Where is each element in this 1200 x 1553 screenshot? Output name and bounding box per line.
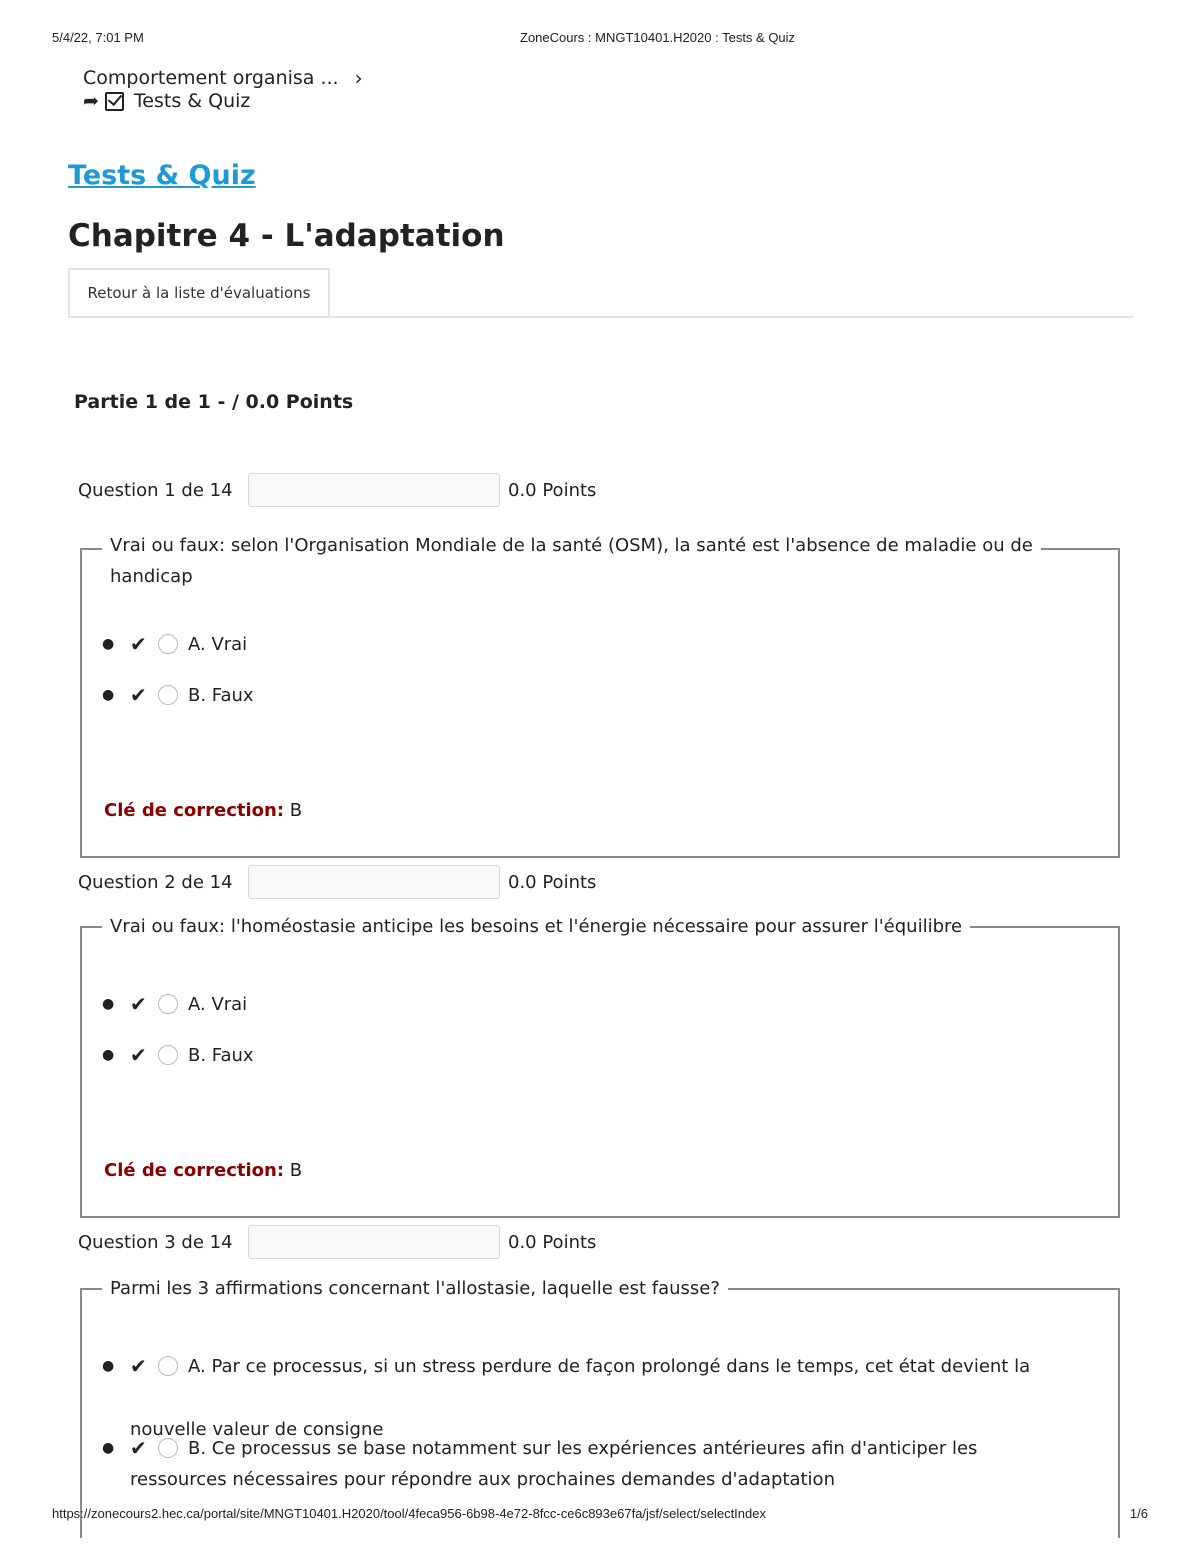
score-input[interactable]: [248, 473, 500, 507]
question-text: Vrai ou faux: selon l'Organisation Mondiale de la santé (OSM), la santé est l'absence de maladie ou de handicap: [102, 518, 1041, 592]
print-datetime: 5/4/22, 7:01 PM: [52, 30, 144, 45]
check-icon: ✔: [130, 992, 147, 1016]
question-label: Question 3 de 14: [78, 1231, 233, 1253]
choice-item: [102, 989, 254, 1020]
answer-key: [104, 1160, 302, 1181]
check-icon: ✔: [130, 683, 147, 707]
choice-list: [102, 989, 254, 1091]
question-box: [80, 1278, 1120, 1538]
question-box: [80, 916, 1120, 1218]
bullet-icon: ●: [102, 1358, 115, 1374]
answer-key-label: Clé de correction:: [104, 1160, 285, 1181]
radio-empty-icon[interactable]: [158, 685, 178, 705]
check-icon: ✔: [130, 1354, 147, 1378]
question-points: 0.0 Points: [508, 1231, 597, 1253]
radio-empty-icon[interactable]: [158, 1438, 178, 1458]
choice-item: [102, 1433, 977, 1464]
choice-text: B. Ce processus se base notamment sur les expériences antérieures afin d'anticiper les: [188, 1438, 978, 1459]
choice-text: B. Faux: [188, 685, 254, 706]
checked-box-icon: [105, 92, 124, 111]
answer-key-label: Clé de correction:: [104, 800, 285, 821]
radio-empty-icon[interactable]: [158, 634, 178, 654]
answer-key: [104, 800, 302, 821]
question-text: Parmi les 3 affirmations concernant l'allostasie, laquelle est fausse?: [102, 1273, 728, 1304]
score-input[interactable]: [248, 865, 500, 899]
share-arrow-icon: ➦: [83, 90, 99, 112]
bullet-icon: ●: [102, 1440, 115, 1456]
breadcrumb: [83, 67, 363, 113]
chevron-right-icon[interactable]: ›: [354, 66, 363, 90]
score-input[interactable]: [248, 1225, 500, 1259]
bullet-icon: ●: [102, 636, 115, 652]
question-points: 0.0 Points: [508, 479, 597, 501]
nav-tabs: [68, 268, 1133, 318]
choice-item: [102, 1040, 254, 1071]
print-page-title: ZoneCours : MNGT10401.H2020 : Tests & Quiz: [520, 30, 796, 45]
print-page-number: 1/6: [1129, 1506, 1148, 1521]
radio-empty-icon[interactable]: [158, 994, 178, 1014]
choice-text: B. Faux: [188, 1045, 254, 1066]
check-icon: ✔: [130, 632, 147, 656]
page-title: Chapitre 4 - L'adaptation: [68, 218, 505, 254]
choice-text: A. Vrai: [188, 994, 248, 1015]
question-header: [78, 473, 596, 507]
bullet-icon: ●: [102, 996, 115, 1012]
question-box: [80, 535, 1120, 858]
check-icon: ✔: [130, 1043, 147, 1067]
choice-list: [102, 1351, 1030, 1402]
part-title: Partie 1 de 1 - / 0.0 Points: [74, 391, 354, 413]
breadcrumb-tool: Tests & Quiz: [133, 90, 251, 112]
choice-text-continued: nouvelle valeur de consigne: [130, 1419, 384, 1440]
answer-key-value: B: [289, 1160, 303, 1181]
choice-item: [102, 629, 254, 660]
question-points: 0.0 Points: [508, 871, 597, 893]
breadcrumb-site-link[interactable]: Comportement organisa ...: [83, 67, 339, 89]
question-header: [78, 1225, 596, 1259]
bullet-icon: ●: [102, 687, 115, 703]
print-url: https://zonecours2.hec.ca/portal/site/MNGT10401.H2020/tool/4feca956-6b98-4e72-8fcc-ce6c893e67fa/jsf/select/selectIndex: [52, 1506, 766, 1521]
choice-text: A. Par ce processus, si un stress perdure de façon prolongé dans le temps, cet état devient la: [188, 1356, 1031, 1377]
choice-item: [102, 680, 254, 711]
radio-empty-icon[interactable]: [158, 1045, 178, 1065]
question-text: Vrai ou faux: l'homéostasie anticipe les besoins et l'énergie nécessaire pour assurer l'équilibre: [102, 911, 970, 942]
choice-text: A. Vrai: [188, 634, 248, 655]
choice-item: [102, 1351, 1030, 1382]
check-icon: ✔: [130, 1436, 147, 1460]
back-to-list-tab[interactable]: Retour à la liste d'évaluations: [68, 268, 330, 316]
tool-title-link[interactable]: Tests & Quiz: [68, 160, 256, 191]
bullet-icon: ●: [102, 1047, 115, 1063]
choice-list: [102, 629, 254, 731]
question-header: [78, 865, 596, 899]
choice-text-continued: ressources nécessaires pour répondre aux prochaines demandes d'adaptation: [130, 1469, 835, 1490]
radio-empty-icon[interactable]: [158, 1356, 178, 1376]
question-label: Question 1 de 14: [78, 479, 233, 501]
answer-key-value: B: [289, 800, 303, 821]
question-label: Question 2 de 14: [78, 871, 233, 893]
